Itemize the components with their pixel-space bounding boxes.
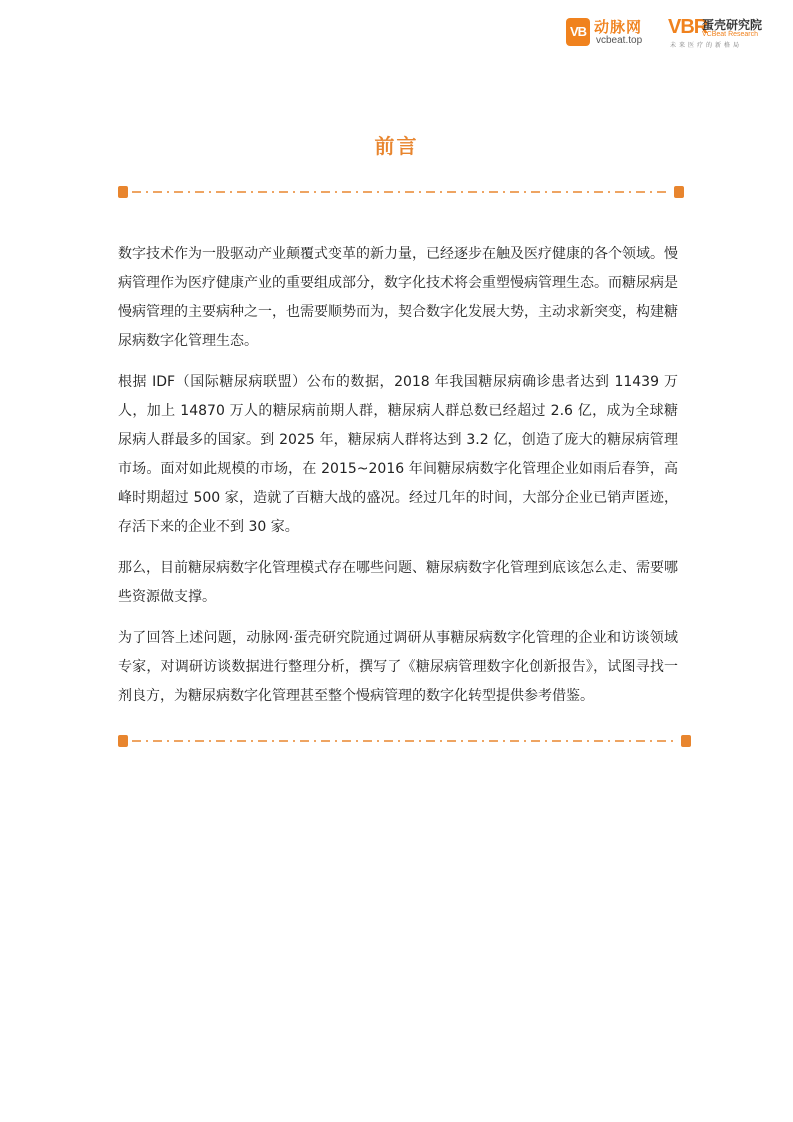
vbr-logo-subtitle: VCBeat Research [702,31,759,38]
preface-body [118,240,678,723]
vcbeat-logo [566,16,660,48]
paragraph: 数字技术作为一股驱动产业颠覆式变革的新力量，已经逐步在触及医疗健康的各个领域。慢病管理作为医疗健康产业的重要组成部分，数字化技术将会重塑慢病管理生态。而糖尿病是慢病管理的主要病种之一，也需要顺势而为，契合数字化发展大势，主动求新突变，构建糖尿病数字化管理生态。 [118,246,678,349]
paragraph: 那么，目前糖尿病数字化管理模式存在哪些问题、糖尿病数字化管理到底该怎么走、需要哪些资源做支撑。 [118,560,678,605]
paragraph: 根据 IDF（国际糖尿病联盟）公布的数据，2018 年我国糖尿病确诊患者达到 11439 万人，加上 14870 万人的糖尿病前期人群，糖尿病人群总数已经超过 2.6 亿，成为全球糖尿病人群最多的国家。到 2025 年，糖尿病人群将达到 3.2 亿，创造了庞大的糖尿病管理市场。面对如此规模的市场，在 2015~2016 年间糖尿病数字化管理企业如雨后春笋，高峰时期超过 500 家，造就了百糖大战的盛况。经过几年的时间，大部分企业已销声匿迹，存活下来的企业不到 30 家。 [118,374,678,535]
page-title: 前言 [374,134,419,158]
paragraph: 为了回答上述问题，动脉网·蛋壳研究院通过调研从事糖尿病数字化管理的企业和访谈领域专家，对调研访谈数据进行整理分析，撰写了《糖尿病管理数字化创新报告》，试图寻找一剂良方，为糖尿病数字化管理甚至整个慢病管理的数字化转型提供参考借鉴。 [118,630,678,704]
vcbeat-logo-mark: VB [566,18,590,46]
top-divider [118,186,684,198]
vbr-logo-name: 蛋壳研究院 [702,18,763,32]
vbr-logo-slogan: 未来医疗的新格局 [670,42,743,49]
vcbeat-logo-url: vcbeat.top [596,35,643,46]
bottom-divider [118,735,691,747]
vcbeat-logo-name: 动脉网 [594,18,643,36]
vbr-logo-mark: VBR [668,16,708,38]
vbr-research-logo [668,16,768,50]
